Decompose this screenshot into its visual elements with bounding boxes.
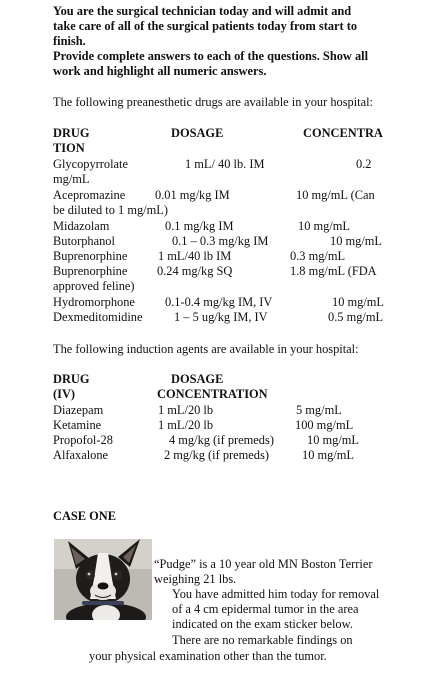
ind-row-propofol-dosage: 4 mg/kg (if premeds)	[169, 433, 274, 447]
ind-row-ketamine-conc: 100 mg/mL	[295, 418, 354, 432]
case-line-3: You have admitted him today for removal	[172, 587, 380, 601]
pre-col-concentration: CONCENTRA	[303, 126, 383, 140]
ind-row-alfaxalone-conc: 10 mg/mL	[302, 448, 354, 462]
case-line-4: of a 4 cm epidermal tumor in the area	[172, 602, 359, 616]
pre-row-hydromorphone-drug: Hydromorphone	[53, 295, 135, 309]
pre-row-dexmedetomidine-dosage: 1 – 5 ug/kg IM, IV	[174, 310, 268, 324]
pre-col-dosage: DOSAGE	[171, 126, 224, 140]
pre-row-glycopyrrolate-dosage: 1 mL/ 40 lb. IM	[185, 157, 265, 171]
case-line-6: There are no remarkable findings on	[172, 633, 353, 647]
pre-row-midazolam-conc: 10 mg/mL	[298, 219, 350, 233]
dog-photo	[54, 539, 152, 620]
induction-heading: The following induction agents are available in your hospital:	[53, 342, 359, 356]
intro-line-1: You are the surgical technician today and will admit and	[53, 4, 352, 18]
pre-row-buprenorphine-sq-drug: Buprenorphine	[53, 264, 128, 278]
ind-col-concentration: CONCENTRATION	[157, 387, 268, 401]
pre-row-hydromorphone-dosage: 0.1-0.4 mg/kg IM, IV	[165, 295, 273, 309]
ind-row-ketamine-drug: Ketamine	[53, 418, 102, 432]
pre-row-acepromazine-drug: Acepromazine	[53, 188, 126, 202]
pre-row-dexmedetomidine-drug: Dexmeditomidine	[53, 310, 143, 324]
ind-row-diazepam-dosage: 1 mL/20 lb	[158, 403, 214, 417]
pre-row-hydromorphone-conc: 10 mg/mL	[332, 295, 384, 309]
pre-row-buprenorphine-sq-dosage: 0.24 mg/kg SQ	[157, 264, 233, 278]
ind-row-alfaxalone-dosage: 2 mg/kg (if premeds)	[164, 448, 269, 462]
case-line-5: indicated on the exam sticker below.	[172, 617, 353, 631]
pre-row-buprenorphine-sq-wrap: approved feline)	[53, 279, 135, 293]
ind-row-propofol-conc: 10 mg/mL	[307, 433, 359, 447]
ind-col-dosage: DOSAGE	[171, 372, 224, 386]
boston-terrier-image	[54, 539, 152, 620]
pre-row-buprenorphine-im-drug: Buprenorphine	[53, 249, 128, 263]
pre-col-drug-wrap: TION	[53, 141, 85, 155]
intro-line-2: take care of all of the surgical patients today from start to	[53, 19, 358, 33]
case-line-1: “Pudge” is a 10 year old MN Boston Terrier	[154, 557, 373, 571]
preanesthetic-heading: The following preanesthetic drugs are available in your hospital:	[53, 95, 373, 109]
pre-row-acepromazine-conc: 10 mg/mL (Can	[296, 188, 375, 202]
case-title: CASE ONE	[53, 509, 116, 523]
pre-row-buprenorphine-im-conc: 0.3 mg/mL	[290, 249, 346, 263]
pre-row-buprenorphine-sq-conc: 1.8 mg/mL (FDA	[290, 264, 377, 278]
ind-row-diazepam-drug: Diazepam	[53, 403, 104, 417]
pre-row-glycopyrrolate-conc: 0.2	[356, 157, 372, 171]
case-line-7: your physical examination other than the tumor.	[89, 649, 327, 663]
ind-row-ketamine-dosage: 1 mL/20 lb	[158, 418, 214, 432]
pre-row-glycopyrrolate-wrap: mg/mL	[53, 172, 90, 186]
intro-line-4: Provide complete answers to each of the questions. Show all	[53, 49, 369, 63]
pre-row-midazolam-drug: Midazolam	[53, 219, 110, 233]
ind-col-drug: DRUG	[53, 372, 90, 386]
pre-row-butorphanol-drug: Butorphanol	[53, 234, 115, 248]
case-line-2: weighing 21 lbs.	[154, 572, 237, 586]
pre-row-acepromazine-dosage: 0.01 mg/kg IM	[155, 188, 230, 202]
pre-row-butorphanol-conc: 10 mg/mL	[330, 234, 382, 248]
pre-row-dexmedetomidine-conc: 0.5 mg/mL	[328, 310, 384, 324]
pre-row-midazolam-dosage: 0.1 mg/kg IM	[165, 219, 234, 233]
pre-col-drug: DRUG	[53, 126, 90, 140]
ind-row-diazepam-conc: 5 mg/mL	[296, 403, 342, 417]
pre-row-butorphanol-dosage: 0.1 – 0.3 mg/kg IM	[172, 234, 269, 248]
pre-row-acepromazine-wrap: be diluted to 1 mg/mL)	[53, 203, 168, 217]
intro-line-5: work and highlight all numeric answers.	[53, 64, 267, 78]
intro-line-3: finish.	[53, 34, 86, 48]
ind-row-propofol-drug: Propofol-28	[53, 433, 113, 447]
pre-row-glycopyrrolate-drug: Glycopyrrolate	[53, 157, 129, 171]
pre-row-buprenorphine-im-dosage: 1 mL/40 lb IM	[158, 249, 232, 263]
ind-row-alfaxalone-drug: Alfaxalone	[53, 448, 109, 462]
ind-col-drug-route: (IV)	[53, 387, 76, 401]
